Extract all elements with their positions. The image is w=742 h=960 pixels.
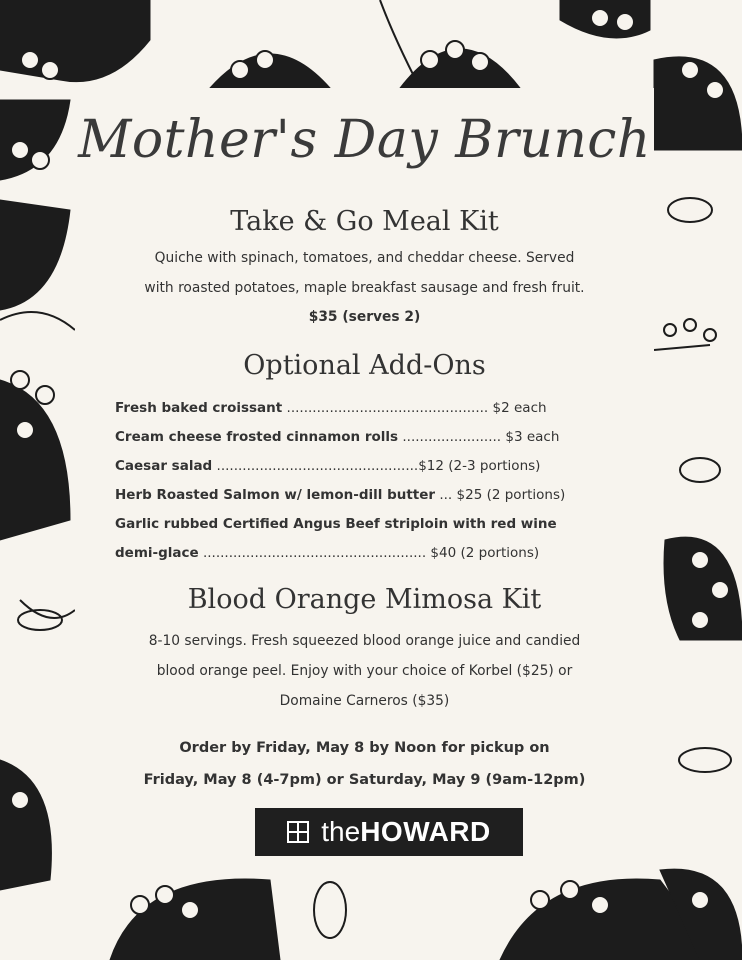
addon-name: Garlic rubbed Certified Angus Beef striploin with red wine bbox=[115, 516, 557, 532]
meal-kit-price: $35 (serves 2) bbox=[308, 309, 421, 325]
addon-dots: ....................... bbox=[398, 429, 506, 445]
order-line1: Order by Friday, May 8 by Noon for pickup on bbox=[179, 740, 550, 756]
mimosa-heading: Blood Orange Mimosa Kit bbox=[187, 584, 542, 615]
addon-price: $12 (2-3 portions) bbox=[418, 458, 541, 474]
addons-list bbox=[115, 394, 635, 568]
logo-text bbox=[321, 816, 490, 848]
addon-name: Fresh baked croissant bbox=[115, 400, 283, 416]
list-item bbox=[115, 481, 635, 510]
addon-dots: ............................................... bbox=[282, 400, 493, 416]
meal-kit-description-line2: with roasted potatoes, maple breakfast sausage and fresh fruit. bbox=[144, 280, 585, 296]
logo-howard: HOWARD bbox=[360, 816, 491, 847]
list-item bbox=[115, 423, 635, 452]
order-info bbox=[75, 732, 654, 796]
mimosa-description-line1: 8-10 servings. Fresh squeezed blood orange juice and candied bbox=[148, 633, 581, 649]
page-title: Mother's Day Brunch bbox=[78, 110, 651, 170]
addon-dots: ... bbox=[435, 487, 457, 503]
addon-dots: ............................................... bbox=[212, 458, 419, 474]
mimosa-description-line3: Domaine Carneros ($35) bbox=[279, 693, 450, 709]
addon-price: $3 each bbox=[505, 429, 560, 445]
list-item bbox=[115, 539, 635, 568]
addon-name: Cream cheese frosted cinnamon rolls bbox=[115, 429, 399, 445]
list-item bbox=[115, 510, 635, 539]
list-item bbox=[115, 452, 635, 481]
addon-price: $2 each bbox=[492, 400, 547, 416]
addon-name: Herb Roasted Salmon w/ lemon-dill butter bbox=[115, 487, 436, 503]
logo-the: the bbox=[321, 816, 361, 847]
addon-name: Caesar salad bbox=[115, 458, 213, 474]
meal-kit-heading: Take & Go Meal Kit bbox=[230, 206, 499, 237]
hotel-logo-icon bbox=[287, 821, 309, 843]
addon-dots: .................................................... bbox=[198, 545, 431, 561]
list-item bbox=[115, 394, 635, 423]
addons-heading: Optional Add-Ons bbox=[243, 350, 486, 381]
the-howard-logo bbox=[255, 808, 523, 856]
order-line2: Friday, May 8 (4-7pm) or Saturday, May 9 (9am-12pm) bbox=[143, 772, 586, 788]
menu-panel bbox=[75, 88, 654, 872]
mimosa-description-line2: blood orange peel. Enjoy with your choice of Korbel ($25) or bbox=[156, 663, 573, 679]
meal-kit-description-line1: Quiche with spinach, tomatoes, and cheddar cheese. Served bbox=[154, 250, 575, 266]
addon-price: $40 (2 portions) bbox=[430, 545, 540, 561]
addon-price: $25 (2 portions) bbox=[456, 487, 566, 503]
addon-name: demi-glace bbox=[115, 545, 199, 561]
